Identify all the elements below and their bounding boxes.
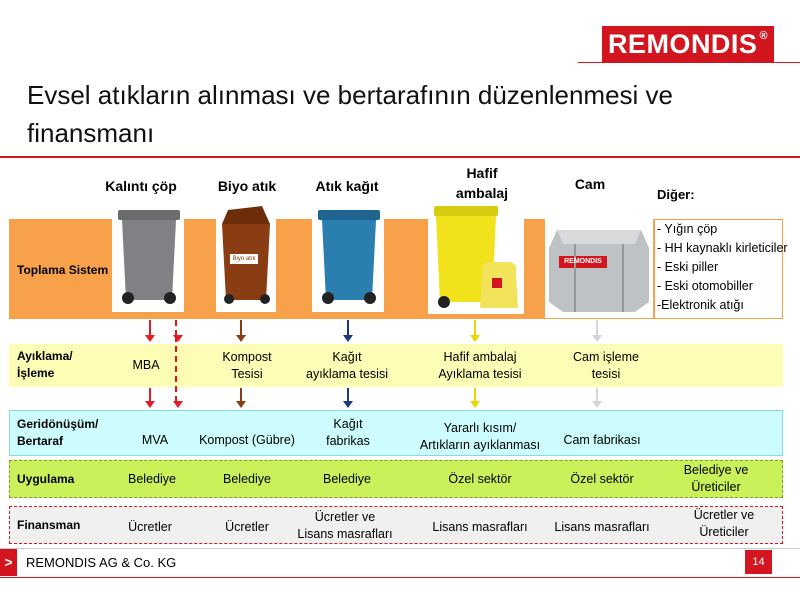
cell-text: MVA (141, 432, 169, 447)
impl-cell-glass (552, 460, 652, 498)
glass-container-label: REMONDIS (564, 258, 602, 265)
arrow-residual-1 (149, 320, 151, 336)
fin-cell-packaging (420, 508, 540, 546)
impl-cell-residual (110, 460, 194, 498)
sorting-cell-packaging (420, 344, 540, 387)
sorting-cell-bio (205, 344, 289, 387)
bio-bin-label: Biyo atık (232, 256, 256, 262)
recycling-label-line2: Bertaraf (17, 434, 64, 448)
cell-text: Hafif ambalaj (443, 349, 517, 364)
collection-label: Toplama Sistem (17, 263, 109, 277)
logo-underline (578, 62, 800, 63)
arrow-packaging-1 (474, 320, 476, 336)
cell-text: Üreticiler (699, 525, 749, 539)
recycling-label (17, 416, 98, 450)
cell-text: Belediye (128, 471, 176, 486)
sorting-cell-residual (110, 344, 182, 387)
arrow-glass-1 (596, 320, 598, 336)
arrow-bio-2 (240, 388, 242, 402)
cell-text: Belediye ve (683, 463, 749, 477)
footer-arrow: > (0, 549, 17, 576)
fin-cell-other (668, 504, 780, 544)
sorting-label (17, 348, 73, 382)
implementation-label: Uygulama (17, 472, 75, 486)
cell-text: Özel sektör (448, 471, 512, 486)
other-items-list (657, 220, 797, 315)
arrow-residual-dashed-2 (175, 336, 177, 402)
cell-text: Belediye (323, 471, 371, 486)
column-head-residual: Kalıntı çöp (105, 178, 177, 194)
column-head-bio: Biyo atık (217, 178, 277, 194)
cell-text: Ücretler (225, 519, 269, 534)
arrow-paper-2 (347, 388, 349, 402)
arrow-bio-1 (240, 320, 242, 336)
column-head-other: Diğer: (657, 187, 695, 202)
sorting-cell-glass (556, 344, 656, 387)
remondis-logo (602, 26, 774, 62)
cell-text: Ücretler ve (693, 508, 755, 522)
cell-text: Tesisi (231, 366, 263, 381)
logo-text: REMONDIS (607, 28, 758, 59)
cell-text: tesisi (591, 366, 621, 381)
fin-cell-glass (548, 508, 656, 546)
cell-text: Lisans masrafları (297, 527, 393, 541)
cell-text: ayıklama tesisi (306, 366, 388, 381)
column-head-paper: Atık kağıt (315, 178, 379, 194)
column-head-glass: Cam (574, 176, 606, 192)
bio-bin-photo (216, 204, 276, 312)
page-title: Evsel atıkların alınması ve bertarafının düzenlenmesi ve finansmanı (27, 80, 673, 148)
column-head-packaging (440, 163, 524, 203)
cell-text: Üreticiler (691, 480, 741, 494)
cell-text: Kompost (Gübre) (199, 432, 295, 447)
page-number: 14 (745, 550, 772, 574)
other-item: - Eski otomobiller (657, 279, 753, 293)
packaging-bin-photo (428, 204, 524, 314)
recycling-cell-glass (552, 418, 652, 462)
impl-cell-other (668, 460, 764, 498)
arrow-paper-1 (347, 320, 349, 336)
cell-text: Ücretler (128, 519, 172, 534)
cell-text: Cam işleme (573, 349, 639, 364)
impl-cell-paper (305, 460, 389, 498)
paper-bin-photo (312, 204, 384, 312)
column-head-packaging-line1: Hafif (466, 165, 498, 181)
recycling-cell-residual (120, 418, 190, 462)
recycling-label-line1: Geridönüşüm/ (17, 417, 99, 431)
cell-text: Yararlı kısım/ (443, 421, 517, 435)
cell-text: fabrikas (326, 434, 370, 448)
fin-cell-paper (290, 506, 400, 546)
footer-company: REMONDIS AG & Co. KG (26, 555, 177, 570)
cell-text: Belediye (223, 471, 271, 486)
cell-text: Artıkların ayıklanması (419, 438, 541, 452)
cell-text: Lisans masrafları (554, 519, 650, 534)
arrow-packaging-2 (474, 388, 476, 402)
other-item: -Elektronik atığı (657, 298, 744, 312)
recycling-cell-bio (192, 418, 302, 462)
cell-text: Cam fabrikası (563, 432, 641, 447)
impl-cell-packaging (430, 460, 530, 498)
cell-text: Ayıklama tesisi (438, 366, 522, 381)
cell-text: Kağıt (332, 349, 362, 364)
recycling-cell-packaging (412, 414, 548, 460)
sorting-label-line2: İşleme (17, 366, 55, 380)
sorting-cell-paper (297, 344, 397, 387)
other-item: - HH kaynaklı kirleticiler (657, 241, 788, 255)
impl-cell-bio (205, 460, 289, 498)
title-divider (0, 156, 800, 158)
cell-text: Ücretler ve (314, 510, 376, 524)
other-item: - Yığın çöp (657, 222, 718, 236)
cell-text: Kompost (222, 349, 272, 364)
sorting-label-line1: Ayıklama/ (17, 349, 73, 363)
glass-container-photo (545, 218, 653, 318)
cell-text: Lisans masrafları (432, 519, 528, 534)
registered-mark: ® (759, 30, 769, 42)
fin-cell-residual (110, 508, 190, 546)
arrow-glass-2 (596, 388, 598, 402)
other-item: - Eski piller (657, 260, 719, 274)
cell-text: Kağıt (333, 417, 363, 431)
cell-text: Özel sektör (570, 471, 634, 486)
financing-label: Finansman (17, 518, 81, 532)
arrow-residual-dashed-1 (175, 320, 177, 336)
residual-bin-photo (112, 204, 184, 312)
cell-text: MBA (132, 358, 160, 372)
column-head-packaging-line2: ambalaj (455, 185, 509, 201)
recycling-cell-paper (310, 410, 386, 456)
arrow-residual-2 (149, 388, 151, 402)
fin-cell-bio (205, 508, 289, 546)
